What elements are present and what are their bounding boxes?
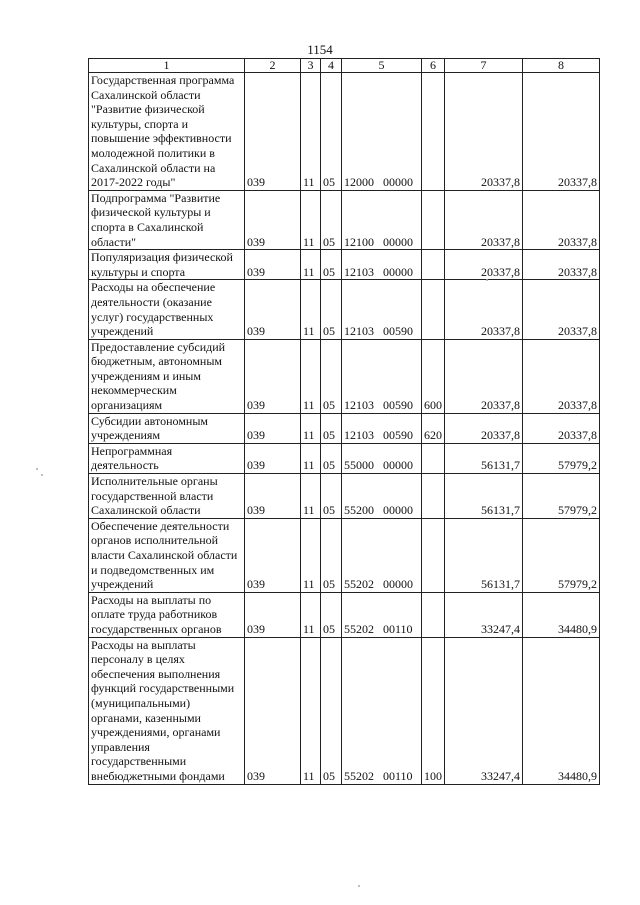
row-sum-1: 20337,8 xyxy=(445,73,523,191)
row-target-article: 12103 00590 xyxy=(342,413,422,443)
row-target-article: 55000 00000 xyxy=(342,443,422,473)
col-header-6: 6 xyxy=(422,59,445,73)
row-section: 11 xyxy=(301,443,321,473)
row-section: 11 xyxy=(301,73,321,191)
row-name: Непрограммная деятельность xyxy=(89,443,245,473)
col-header-2: 2 xyxy=(245,59,301,73)
scan-speck xyxy=(358,885,360,887)
row-grbs: 039 xyxy=(245,637,301,784)
row-sum-1: 20337,8 xyxy=(445,280,523,339)
row-sum-2: 20337,8 xyxy=(523,413,600,443)
row-subsection: 05 xyxy=(321,339,342,413)
scan-speck xyxy=(36,468,38,470)
row-section: 11 xyxy=(301,592,321,637)
row-expense-type xyxy=(422,443,445,473)
table-row xyxy=(89,190,600,249)
row-sum-2: 20337,8 xyxy=(523,250,600,280)
row-subsection: 05 xyxy=(321,474,342,519)
table-row xyxy=(89,443,600,473)
row-expense-type: 620 xyxy=(422,413,445,443)
table-row xyxy=(89,413,600,443)
row-target-article: 55202 00110 xyxy=(342,592,422,637)
row-grbs: 039 xyxy=(245,250,301,280)
row-expense-type xyxy=(422,250,445,280)
row-sum-2: 20337,8 xyxy=(523,280,600,339)
row-name: Субсидии автономным учреждениям xyxy=(89,413,245,443)
row-subsection: 05 xyxy=(321,413,342,443)
row-subsection: 05 xyxy=(321,518,342,592)
row-subsection: 05 xyxy=(321,443,342,473)
table-row xyxy=(89,592,600,637)
row-sum-1: 33247,4 xyxy=(445,637,523,784)
col-header-7: 7 xyxy=(445,59,523,73)
row-sum-2: 57979,2 xyxy=(523,518,600,592)
scan-speck xyxy=(41,474,43,476)
row-section: 11 xyxy=(301,190,321,249)
row-subsection: 05 xyxy=(321,637,342,784)
row-subsection: 05 xyxy=(321,280,342,339)
row-grbs: 039 xyxy=(245,339,301,413)
row-target-article: 12000 00000 xyxy=(342,73,422,191)
row-name: Подпрограмма "Развитие физической культуры и спорта в Сахалинской области" xyxy=(89,190,245,249)
row-target-article: 12103 00000 xyxy=(342,250,422,280)
table-row xyxy=(89,73,600,191)
row-name: Популяризация физической культуры и спорта xyxy=(89,250,245,280)
row-sum-1: 20337,8 xyxy=(445,339,523,413)
row-grbs: 039 xyxy=(245,474,301,519)
row-section: 11 xyxy=(301,339,321,413)
row-subsection: 05 xyxy=(321,250,342,280)
row-subsection: 05 xyxy=(321,592,342,637)
col-header-1: 1 xyxy=(89,59,245,73)
col-header-8: 8 xyxy=(523,59,600,73)
table-row xyxy=(89,280,600,339)
scan-speck xyxy=(486,279,488,281)
row-expense-type xyxy=(422,592,445,637)
row-name: Расходы на выплаты персоналу в целях обеспечения выполнения функций государственными (муниципальными) органами, казенными учреждениями, органами управления государственными внебюджетными фондами xyxy=(89,637,245,784)
row-name: Исполнительные органы государственной власти Сахалинской области xyxy=(89,474,245,519)
row-sum-1: 20337,8 xyxy=(445,190,523,249)
table-row xyxy=(89,250,600,280)
row-expense-type: 600 xyxy=(422,339,445,413)
row-grbs: 039 xyxy=(245,73,301,191)
row-target-article: 12103 00590 xyxy=(342,339,422,413)
row-sum-2: 57979,2 xyxy=(523,474,600,519)
row-grbs: 039 xyxy=(245,592,301,637)
col-header-3: 3 xyxy=(301,59,321,73)
row-name: Обеспечение деятельности органов исполнительной власти Сахалинской области и подведомственных им учреждений xyxy=(89,518,245,592)
row-grbs: 039 xyxy=(245,518,301,592)
table-row xyxy=(89,339,600,413)
row-name: Расходы на обеспечение деятельности (оказание услуг) государственных учреждений xyxy=(89,280,245,339)
row-expense-type xyxy=(422,73,445,191)
row-sum-2: 20337,8 xyxy=(523,73,600,191)
row-section: 11 xyxy=(301,518,321,592)
row-sum-1: 56131,7 xyxy=(445,474,523,519)
row-sum-1: 56131,7 xyxy=(445,443,523,473)
col-header-4: 4 xyxy=(321,59,342,73)
budget-table xyxy=(88,58,600,785)
row-sum-2: 20337,8 xyxy=(523,339,600,413)
row-section: 11 xyxy=(301,250,321,280)
row-expense-type: 100 xyxy=(422,637,445,784)
row-grbs: 039 xyxy=(245,190,301,249)
row-section: 11 xyxy=(301,637,321,784)
row-grbs: 039 xyxy=(245,413,301,443)
row-sum-1: 20337,8 xyxy=(445,250,523,280)
row-subsection: 05 xyxy=(321,190,342,249)
row-target-article: 55202 00000 xyxy=(342,518,422,592)
row-name: Расходы на выплаты по оплате труда работников государственных органов xyxy=(89,592,245,637)
row-section: 11 xyxy=(301,413,321,443)
row-expense-type xyxy=(422,190,445,249)
row-expense-type xyxy=(422,518,445,592)
row-target-article: 12100 00000 xyxy=(342,190,422,249)
row-expense-type xyxy=(422,280,445,339)
row-sum-1: 56131,7 xyxy=(445,518,523,592)
row-sum-2: 34480,9 xyxy=(523,637,600,784)
row-expense-type xyxy=(422,474,445,519)
row-sum-2: 57979,2 xyxy=(523,443,600,473)
col-header-5: 5 xyxy=(342,59,422,73)
table-row xyxy=(89,474,600,519)
row-target-article: 12103 00590 xyxy=(342,280,422,339)
row-section: 11 xyxy=(301,474,321,519)
row-grbs: 039 xyxy=(245,443,301,473)
row-name: Государственная программа Сахалинской области "Развитие физической культуры, спорта и повышение эффективности молодежной политики в Сахалинской области на 2017-2022 годы" xyxy=(89,73,245,191)
header-row xyxy=(89,59,600,73)
row-target-article: 55202 00110 xyxy=(342,637,422,784)
row-sum-1: 33247,4 xyxy=(445,592,523,637)
row-subsection: 05 xyxy=(321,73,342,191)
row-sum-2: 34480,9 xyxy=(523,592,600,637)
row-name: Предоставление субсидий бюджетным, автономным учреждениям и иным некоммерческим организациям xyxy=(89,339,245,413)
row-sum-1: 20337,8 xyxy=(445,413,523,443)
row-section: 11 xyxy=(301,280,321,339)
row-target-article: 55200 00000 xyxy=(342,474,422,519)
page-number: 1154 xyxy=(307,42,333,57)
row-grbs: 039 xyxy=(245,280,301,339)
table-row xyxy=(89,518,600,592)
table-row xyxy=(89,637,600,784)
row-sum-2: 20337,8 xyxy=(523,190,600,249)
